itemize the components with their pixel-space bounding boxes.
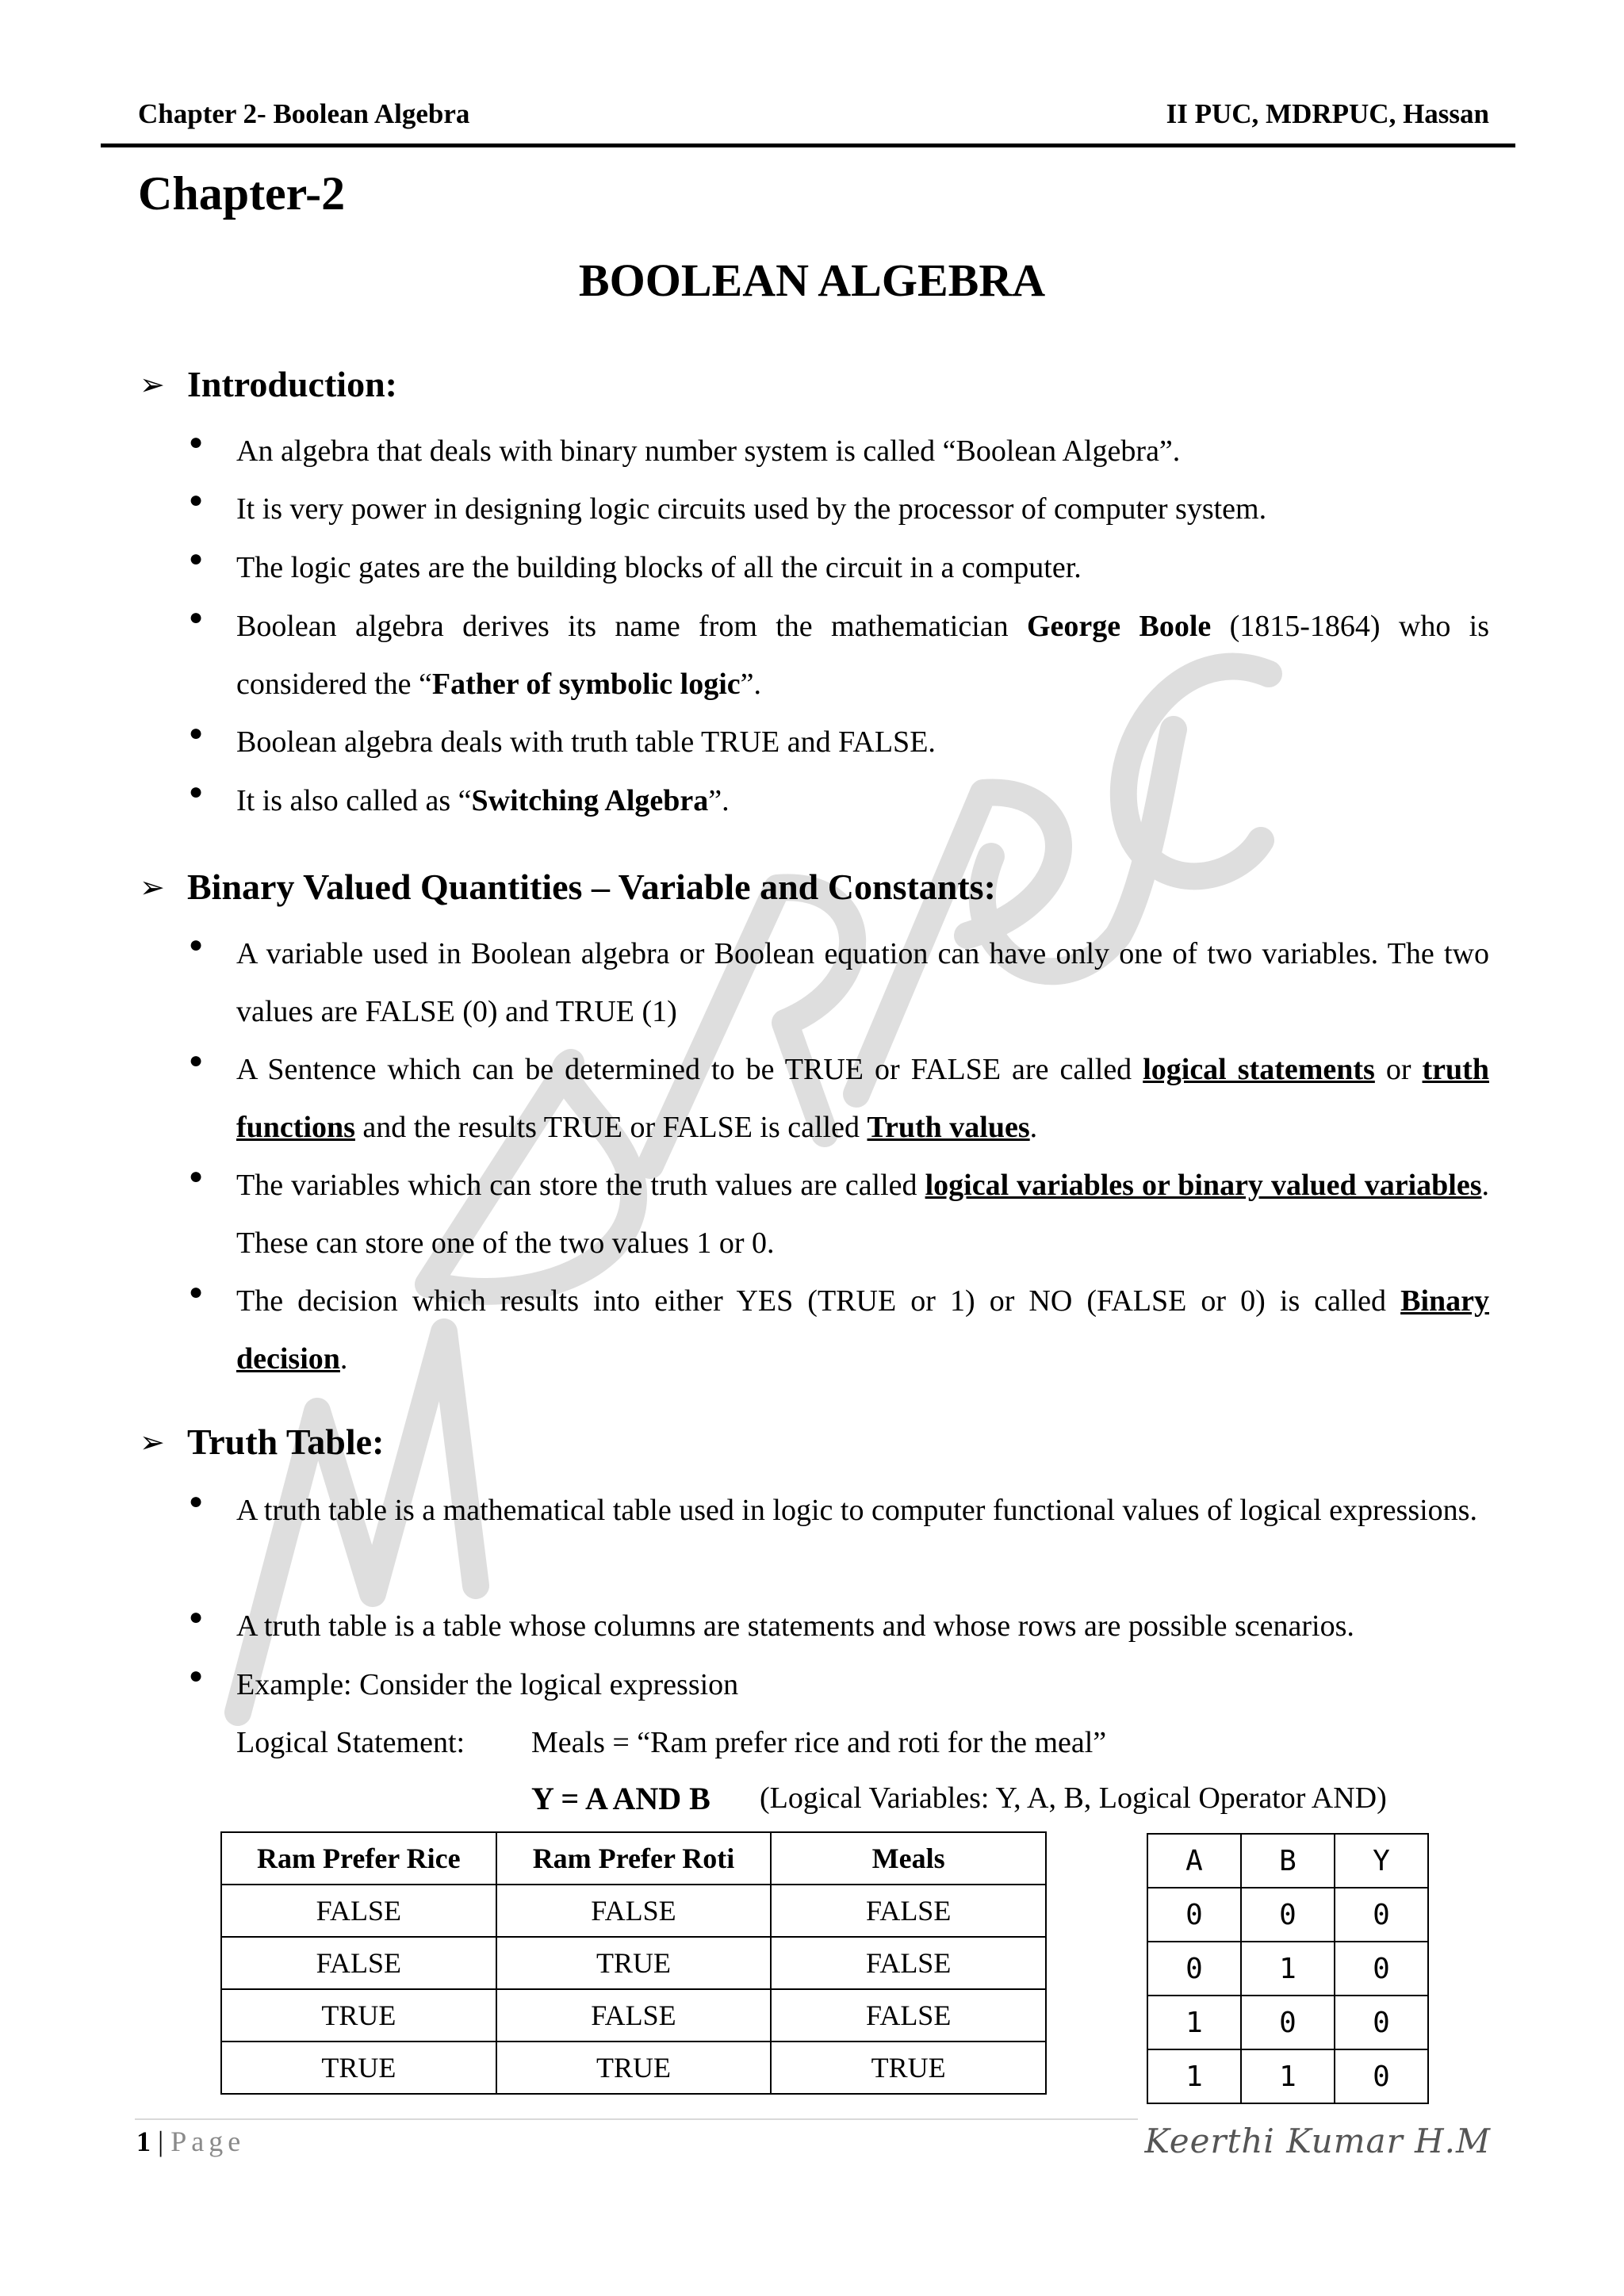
table-cell: TRUE (496, 2042, 772, 2094)
author-name: Keerthi Kumar H.M (1144, 2122, 1491, 2160)
column-header: Y (1335, 1834, 1428, 1888)
list-item: A Sentence which can be determined to be TRUE or FALSE are called logical statements or truth functions and the results TRUE or FALSE is called Truth values. (236, 1053, 1489, 1144)
table-cell: TRUE (771, 2042, 1046, 2094)
table-cell: 0 (1147, 1942, 1241, 1996)
list-item: A variable used in Boolean algebra or Boolean equation can have only one of two variables. The two values are FALSE (0) and TRUE (1) (236, 937, 1489, 1028)
bullet-icon: ● (189, 487, 204, 513)
list-item: Example: Consider the logical expression (236, 1668, 739, 1701)
table-cell: FALSE (771, 1937, 1046, 1989)
bullet-icon: ● (189, 932, 204, 958)
table-cell: FALSE (496, 1989, 772, 2042)
column-header: Ram Prefer Rice (221, 1832, 496, 1885)
table-cell: FALSE (771, 1885, 1046, 1937)
table-cell: 1 (1147, 2049, 1241, 2103)
table-header-row (221, 1832, 1046, 1885)
section-truth-table (140, 1421, 384, 1463)
list-item: The decision which results into either YES (TRUE or 1) or NO (FALSE or 0) is called Binary decision. (236, 1284, 1489, 1376)
and-gate-truth-table (1147, 1833, 1429, 2104)
header-institution: II PUC, MDRPUC, Hassan (1166, 98, 1489, 129)
table-row (221, 1937, 1046, 1989)
column-header: A (1147, 1834, 1241, 1888)
footer-rule (135, 2118, 1138, 2120)
table-row (221, 1989, 1046, 2042)
header-rule (101, 144, 1515, 147)
bullet-icon: ● (189, 779, 204, 805)
table-cell: 1 (1147, 1996, 1241, 2049)
table-cell: 0 (1241, 1996, 1335, 2049)
header-chapter: Chapter 2- Boolean Algebra (138, 98, 470, 129)
table-row (221, 2042, 1046, 2094)
table-cell: FALSE (221, 1937, 496, 1989)
list-item: A truth table is a table whose columns are statements and whose rows are possible scenarios. (236, 1609, 1354, 1643)
table-row (221, 1885, 1046, 1937)
column-header: Ram Prefer Roti (496, 1832, 772, 1885)
bullet-icon: ● (189, 429, 204, 455)
list-item: An algebra that deals with binary number system is called “Boolean Algebra”. (236, 434, 1181, 468)
section-title: Introduction: (187, 364, 397, 404)
table-cell: TRUE (221, 1989, 496, 2042)
section-introduction (140, 363, 397, 405)
bullet-icon: ● (189, 1488, 204, 1514)
list-item: Boolean algebra derives its name from the mathematician George Boole (1815-1864) who is considered the “Father of symbolic logic”. (236, 610, 1489, 701)
section-binary-valued (140, 866, 996, 908)
table-cell: 0 (1335, 1942, 1428, 1996)
table-header-row (1147, 1834, 1428, 1888)
bullet-icon: ● (189, 1047, 204, 1073)
bullet-icon: ● (189, 720, 204, 746)
table-cell: FALSE (221, 1885, 496, 1937)
table-cell: 1 (1241, 2049, 1335, 2103)
arrow-bullet-icon: ➢ (140, 366, 165, 402)
table-cell: 0 (1147, 1888, 1241, 1942)
page-number: 1 | Page (136, 2126, 246, 2157)
section-title: Binary Valued Quantities – Variable and Constants: (187, 867, 996, 907)
bullet-icon: ● (189, 1163, 204, 1189)
main-title: BOOLEAN ALGEBRA (578, 254, 1046, 306)
chapter-title: Chapter-2 (138, 167, 346, 220)
table-cell: 0 (1335, 1996, 1428, 2049)
list-item: It is also called as “Switching Algebra”. (236, 784, 730, 817)
column-header: Meals (771, 1832, 1046, 1885)
table-cell: 0 (1335, 1888, 1428, 1942)
expression-note: (Logical Variables: Y, A, B, Logical Operator AND) (760, 1781, 1387, 1815)
section-title: Truth Table: (187, 1422, 385, 1462)
table-row (1147, 1996, 1428, 2049)
bullet-icon: ● (189, 604, 204, 630)
bullet-icon: ● (189, 545, 204, 572)
bullet-icon: ● (189, 1604, 204, 1630)
table-cell: 0 (1335, 2049, 1428, 2103)
arrow-bullet-icon: ➢ (140, 1424, 165, 1460)
list-item: It is very power in designing logic circuits used by the processor of computer system. (236, 492, 1267, 526)
logical-statement-label: Logical Statement: (236, 1726, 465, 1759)
arrow-bullet-icon: ➢ (140, 869, 165, 905)
table-cell: 1 (1241, 1942, 1335, 1996)
table-cell: TRUE (221, 2042, 496, 2094)
table-cell: FALSE (771, 1989, 1046, 2042)
list-item: A truth table is a mathematical table used in logic to computer functional values of logical expressions. (236, 1494, 1477, 1527)
meals-truth-table (220, 1831, 1047, 2095)
bullet-icon: ● (189, 1663, 204, 1689)
table-row (1147, 1888, 1428, 1942)
table-cell: 0 (1241, 1888, 1335, 1942)
logical-statement-value: Meals = “Ram prefer rice and roti for the meal” (531, 1726, 1107, 1759)
list-item: The variables which can store the truth values are called logical variables or binary valued variables. These can store one of the two values 1 or 0. (236, 1169, 1489, 1260)
boolean-expression: Y = A AND B (531, 1781, 710, 1816)
column-header: B (1241, 1834, 1335, 1888)
table-cell: FALSE (496, 1885, 772, 1937)
table-row (1147, 2049, 1428, 2103)
list-item: The logic gates are the building blocks of all the circuit in a computer. (236, 551, 1082, 584)
bullet-icon: ● (189, 1279, 204, 1305)
list-item: Boolean algebra deals with truth table TRUE and FALSE. (236, 725, 936, 759)
table-cell: TRUE (496, 1937, 772, 1989)
table-row (1147, 1942, 1428, 1996)
